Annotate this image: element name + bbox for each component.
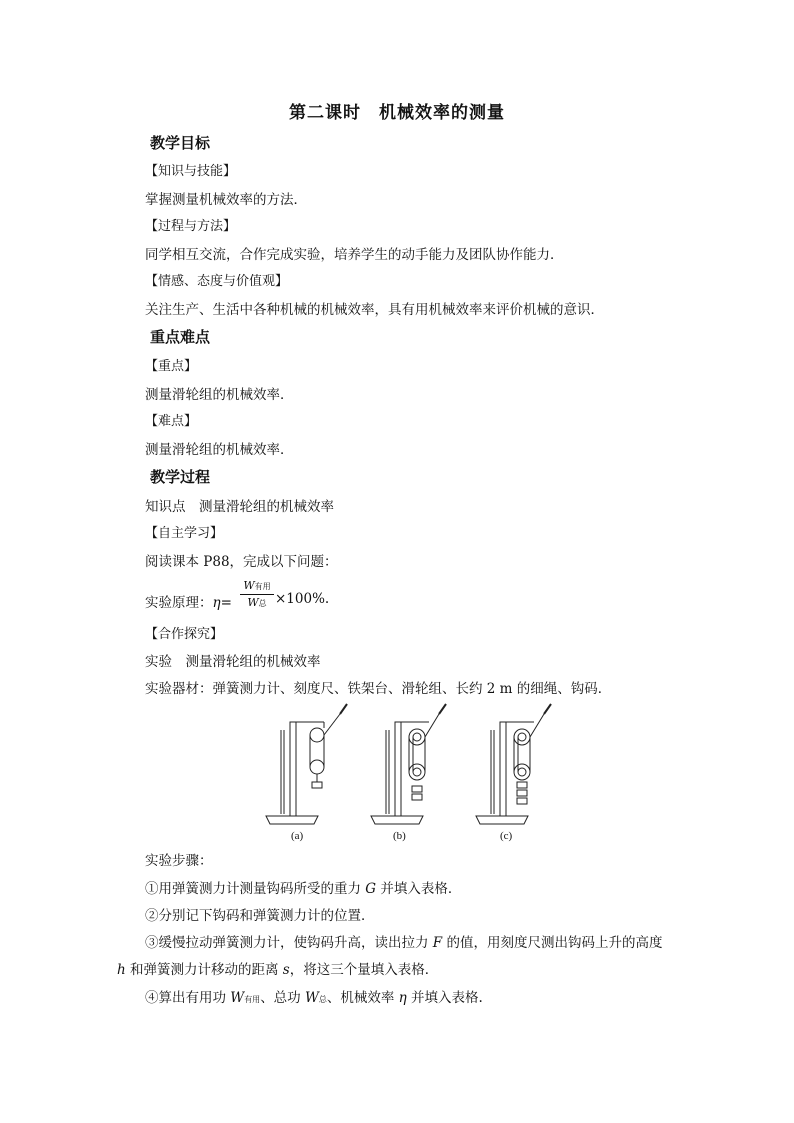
knowledge-point: 知识点 测量滑轮组的机械效率 xyxy=(145,499,334,515)
var-h: h xyxy=(117,962,126,978)
label-self-study: 【自主学习】 xyxy=(145,526,224,541)
var-s: s xyxy=(282,962,290,978)
var-w-total: W xyxy=(304,990,319,1006)
principle-tail: ×100%. xyxy=(275,591,330,607)
principle-label: 实验原理： xyxy=(145,595,213,611)
experiment-title: 实验 测量滑轮组的机械效率 xyxy=(145,654,321,670)
step-3-line-1: ③缓慢拉动弹簧测力计，使钩码升高，读出拉力 F 的值，用刻度尺测出钩码上升的高度 xyxy=(145,935,663,951)
step-2: ②分别记下钩码和弹簧测力计的位置． xyxy=(145,908,375,924)
fraction-denominator: W xyxy=(247,596,259,609)
label-cooperative-inquiry: 【合作探究】 xyxy=(145,627,224,642)
figure-label-a: (a) xyxy=(291,830,304,842)
figure-label-c: (c) xyxy=(500,830,513,842)
text-key-point: 测量滑轮组的机械效率． xyxy=(145,387,294,403)
label-key-point: 【重点】 xyxy=(145,359,198,374)
text-emotion-values: 关注生产、生活中各种机械的机械效率，具有用机械效率来评价机械的意识． xyxy=(145,302,604,318)
text-difficult-point: 测量滑轮组的机械效率． xyxy=(145,442,294,458)
var-f: F xyxy=(432,935,443,951)
label-process-methods: 【过程与方法】 xyxy=(145,219,237,234)
heading-teaching-goals: 教学目标 xyxy=(150,134,211,152)
var-g: G xyxy=(365,881,377,897)
text-knowledge-skills: 掌握测量机械效率的方法． xyxy=(145,192,307,208)
label-emotion-values: 【情感、态度与价值观】 xyxy=(145,274,289,289)
heading-teaching-process: 教学过程 xyxy=(150,468,211,486)
fraction-numerator: W xyxy=(243,579,255,592)
page-title: 第二课时 机械效率的测量 xyxy=(289,103,505,123)
fraction-bar xyxy=(240,594,274,595)
var-w-useful: W xyxy=(230,990,245,1006)
label-difficult-point: 【难点】 xyxy=(145,414,198,429)
equipment-list: 实验器材：弹簧测力计、刻度尺、铁架台、滑轮组、长约 2 m 的细绳、钩码． xyxy=(145,681,612,697)
steps-label: 实验步骤： xyxy=(145,853,213,869)
pulley-figure xyxy=(262,702,562,850)
numerator-subscript: 有用 xyxy=(254,582,271,591)
setup-a xyxy=(266,704,347,824)
var-eta: η xyxy=(398,990,407,1006)
denominator-subscript: 总 xyxy=(258,599,267,608)
pulley-diagram xyxy=(262,702,562,850)
principle-fraction xyxy=(240,579,274,610)
text-process-methods: 同学相互交流，合作完成实验，培养学生的动手能力及团队协作能力． xyxy=(145,247,564,263)
step-4: ④算出有用功 W有用、总功 W总、机械效率 η 并填入表格. xyxy=(145,990,483,1006)
heading-key-difficult: 重点难点 xyxy=(150,328,211,346)
setup-b xyxy=(371,704,446,824)
principle-eta: η= xyxy=(212,595,232,611)
text-self-study: 阅读课本 P88，完成以下问题： xyxy=(145,554,338,570)
step-3-line-2: h 和弹簧测力计移动的距离 s，将这三个量填入表格． xyxy=(117,962,439,978)
step-1: ①用弹簧测力计测量钩码所受的重力 G 并填入表格． xyxy=(145,881,462,897)
setup-c xyxy=(476,704,551,824)
label-knowledge-skills: 【知识与技能】 xyxy=(145,164,237,179)
figure-label-b: (b) xyxy=(393,830,406,842)
